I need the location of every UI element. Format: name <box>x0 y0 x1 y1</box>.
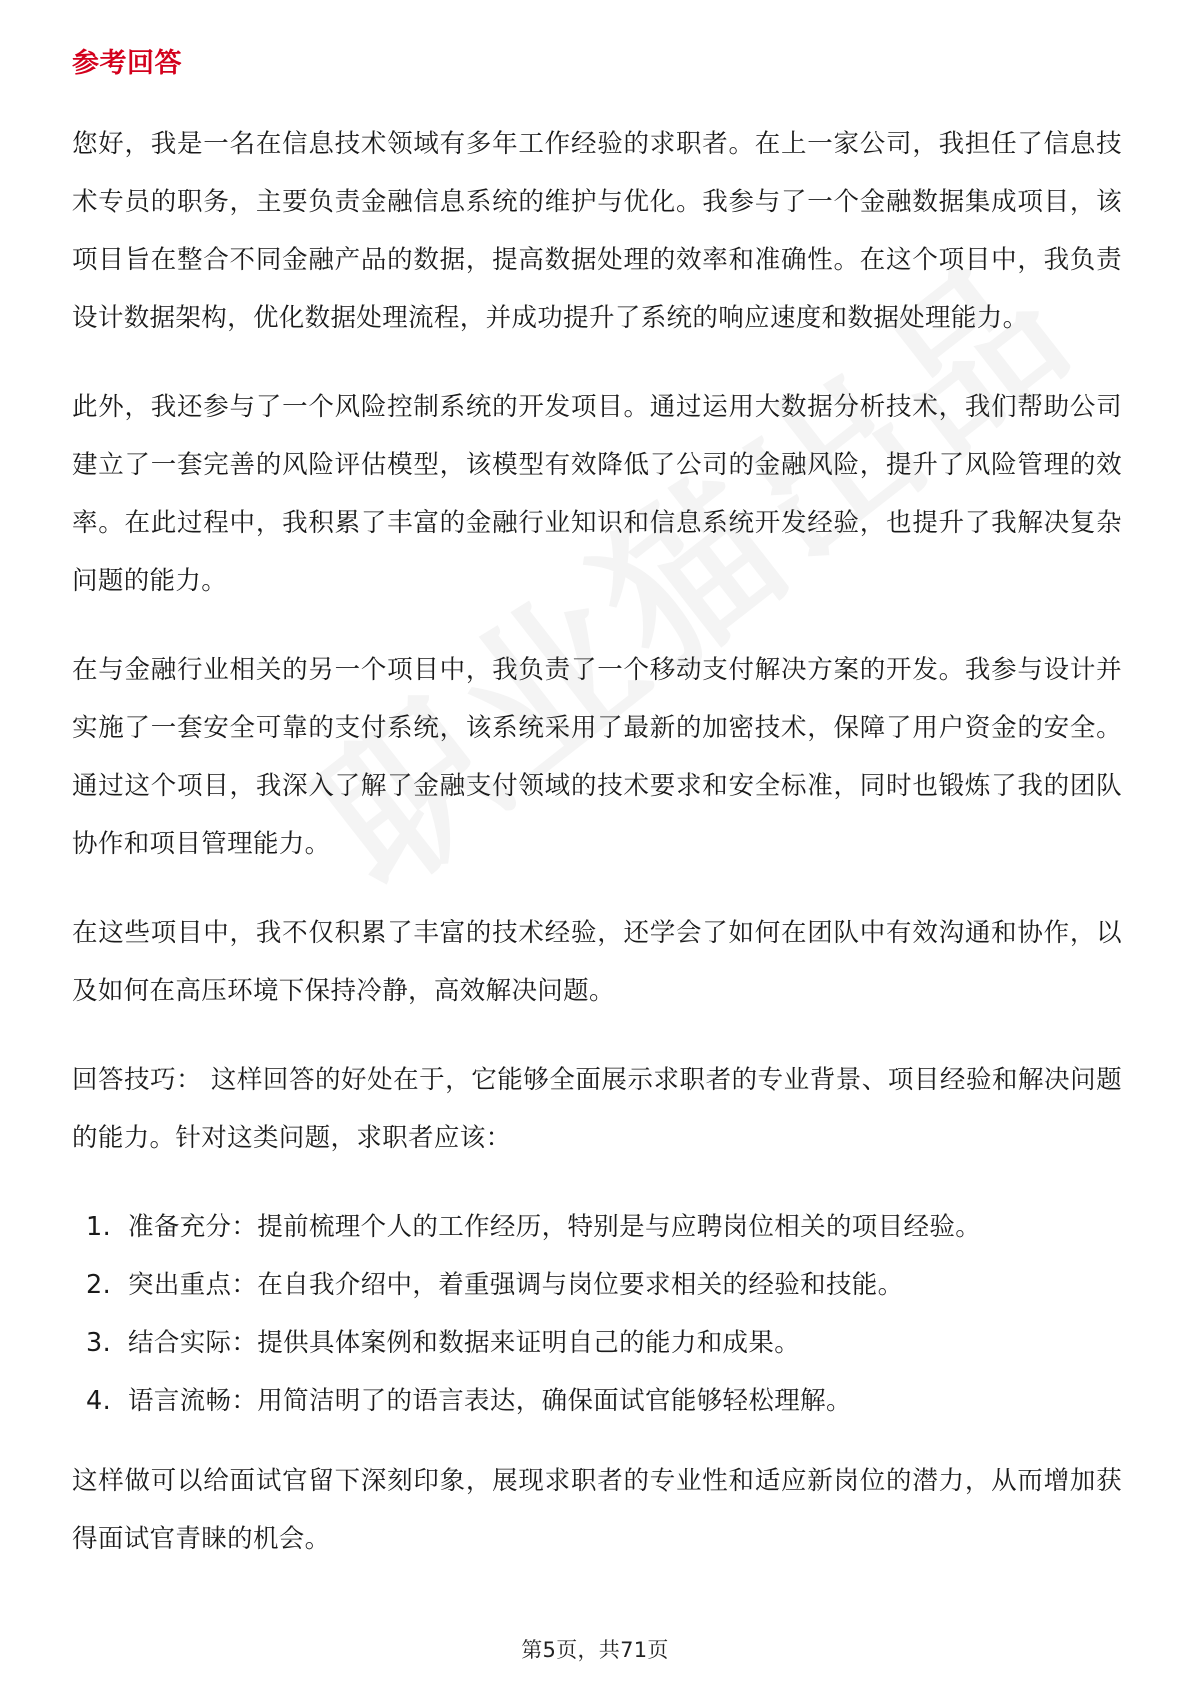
tips-list-item <box>86 1198 1122 1256</box>
answer-paragraph-1: 您好，我是一名在信息技术领域有多年工作经验的求职者。在上一家公司，我担任了信息技术专员的职务，主要负责金融信息系统的维护与优化。我参与了一个金融数据集成项目，该项目旨在整合不同金融产品的数据，提高数据处理的效率和准确性。在这个项目中，我负责设计数据架构，优化数据处理流程，并成功提升了系统的响应速度和数据处理能力。 <box>72 129 1122 334</box>
tips-list-item <box>86 1372 1122 1430</box>
tips-list <box>72 1198 1122 1430</box>
tip-text: 结合实际：提供具体案例和数据来证明自己的能力和成果。 <box>128 1328 801 1359</box>
document-content <box>72 44 1122 1599</box>
answer-paragraph-3: 在与金融行业相关的另一个项目中，我负责了一个移动支付解决方案的开发。我参与设计并实施了一套安全可靠的支付系统，该系统采用了最新的加密技术，保障了用户资金的安全。通过这个项目，我深入了解了金融支付领域的技术要求和安全标准，同时也锻炼了我的团队协作和项目管理能力。 <box>72 655 1122 860</box>
tips-list-item <box>86 1314 1122 1372</box>
tip-number: 3. <box>86 1328 112 1359</box>
tip-number: 4. <box>86 1386 112 1417</box>
tip-text: 准备充分：提前梳理个人的工作经历，特别是与应聘岗位相关的项目经验。 <box>128 1212 982 1243</box>
tips-list-item <box>86 1256 1122 1314</box>
tip-number: 1. <box>86 1212 112 1243</box>
tip-text: 突出重点：在自我介绍中，着重强调与岗位要求相关的经验和技能。 <box>128 1270 904 1301</box>
page-number-footer: 第5页，共71页 <box>521 1638 669 1662</box>
tip-number: 2. <box>86 1270 112 1301</box>
answer-paragraph-2: 此外，我还参与了一个风险控制系统的开发项目。通过运用大数据分析技术，我们帮助公司建立了一套完善的风险评估模型，该模型有效降低了公司的金融风险，提升了风险管理的效率。在此过程中，我积累了丰富的金融行业知识和信息系统开发经验，也提升了我解决复杂问题的能力。 <box>72 392 1122 597</box>
tips-intro: 回答技巧： 这样回答的好处在于，它能够全面展示求职者的专业背景、项目经验和解决问题的能力。针对这类问题，求职者应该： <box>72 1065 1122 1154</box>
answer-paragraph-4: 在这些项目中，我不仅积累了丰富的技术经验，还学会了如何在团队中有效沟通和协作，以及如何在高压环境下保持冷静，高效解决问题。 <box>72 918 1122 1007</box>
section-title: 参考回答 <box>72 48 182 79</box>
closing-paragraph: 这样做可以给面试官留下深刻印象，展现求职者的专业性和适应新岗位的潜力，从而增加获得面试官青睐的机会。 <box>72 1466 1122 1555</box>
tip-text: 语言流畅：用简洁明了的语言表达，确保面试官能够轻松理解。 <box>128 1386 852 1417</box>
